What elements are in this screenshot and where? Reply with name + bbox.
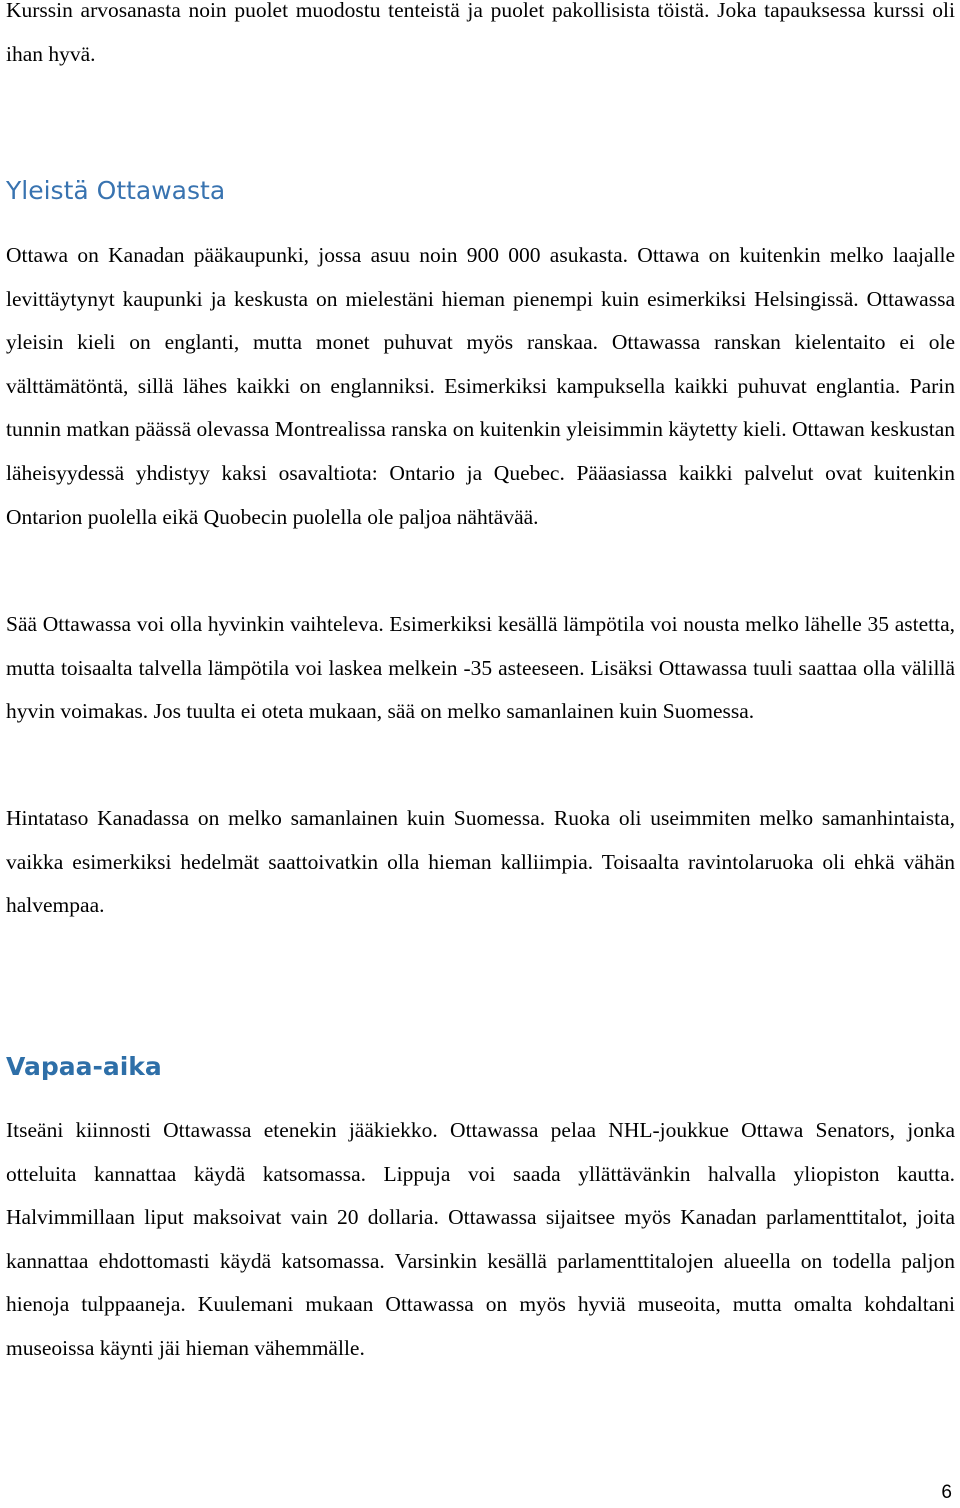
paragraph-price-level: Hintataso Kanadassa on melko samanlainen kuin Suomessa. Ruoka oli useimmiten melko samanhintaista, vaikka esimerkiksi hedelmät saattoivatkin olla hieman kalliimpia. Toisaalta ravintolaruoka oli ehkä vähän halvempaa. <box>6 806 955 918</box>
paragraph-leisure: Itseäni kiinnosti Ottawassa etenekin jääkiekko. Ottawassa pelaa NHL-joukkue Ottawa Senators, jonka otteluita kannattaa käydä katsomassa. Lippuja voi saada yllättävänkin halvalla yliopiston kautta. Halvimmillaan liput maksoivat vain 20 dollaria. Ottawassa sijaitsee myös Kanadan parlamenttitalot, joita kannattaa ehdottomasti käydä katsomassa. Varsinkin kesällä parlamenttitalojen alueella on todella paljon hienoja tulppaaneja. Kuulemani mukaan Ottawassa on myös hyviä museoita, mutta omalta kohdaltani museoissa käynti jäi hieman vähemmälle. <box>6 1118 955 1360</box>
intro-paragraph: Kurssin arvosanasta noin puolet muodostu tenteistä ja puolet pakollisista töistä. Joka tapauksessa kurssi oli ihan hyvä. <box>6 0 955 66</box>
paragraph-ottawa-overview: Ottawa on Kanadan pääkaupunki, jossa asuu noin 900 000 asukasta. Ottawa on kuitenkin melko laajalle levittäytynyt kaupunki ja keskusta on mielestäni hieman pienempi kuin esimerkiksi Helsingissä. Ottawassa yleisin kieli on englanti, mutta monet puhuvat myös ranskaa. Ottawassa ranskan kielentaito ei ole välttämätöntä, sillä lähes kaikki on englanniksi. Esimerkiksi kampuksella kaikki puhuvat englantia. Parin tunnin matkan päässä olevassa Montrealissa ranska on kuitenkin yleisimmin käytetty kieli. Ottawan keskustan läheisyydessä yhdistyy kaksi osavaltiota: Ontario ja Quebec. Pääasiassa kaikki palvelut ovat kuitenkin Ontarion puolella eikä Quobecin puolella ole paljoa nähtävää. <box>6 243 955 529</box>
section-heading-leisure: Vapaa-aika <box>6 1052 162 1081</box>
page-number: 6 <box>941 1482 952 1503</box>
section-heading-general: Yleistä Ottawasta <box>6 176 226 205</box>
paragraph-weather: Sää Ottawassa voi olla hyvinkin vaihteleva. Esimerkiksi kesällä lämpötila voi nousta melko lähelle 35 astetta, mutta toisaalta talvella lämpötila voi laskea melkein -35 asteeseen. Lisäksi Ottawassa tuuli saattaa olla välillä hyvin voimakas. Jos tuulta ei oteta mukaan, sää on melko samanlainen kuin Suomessa. <box>6 612 955 724</box>
